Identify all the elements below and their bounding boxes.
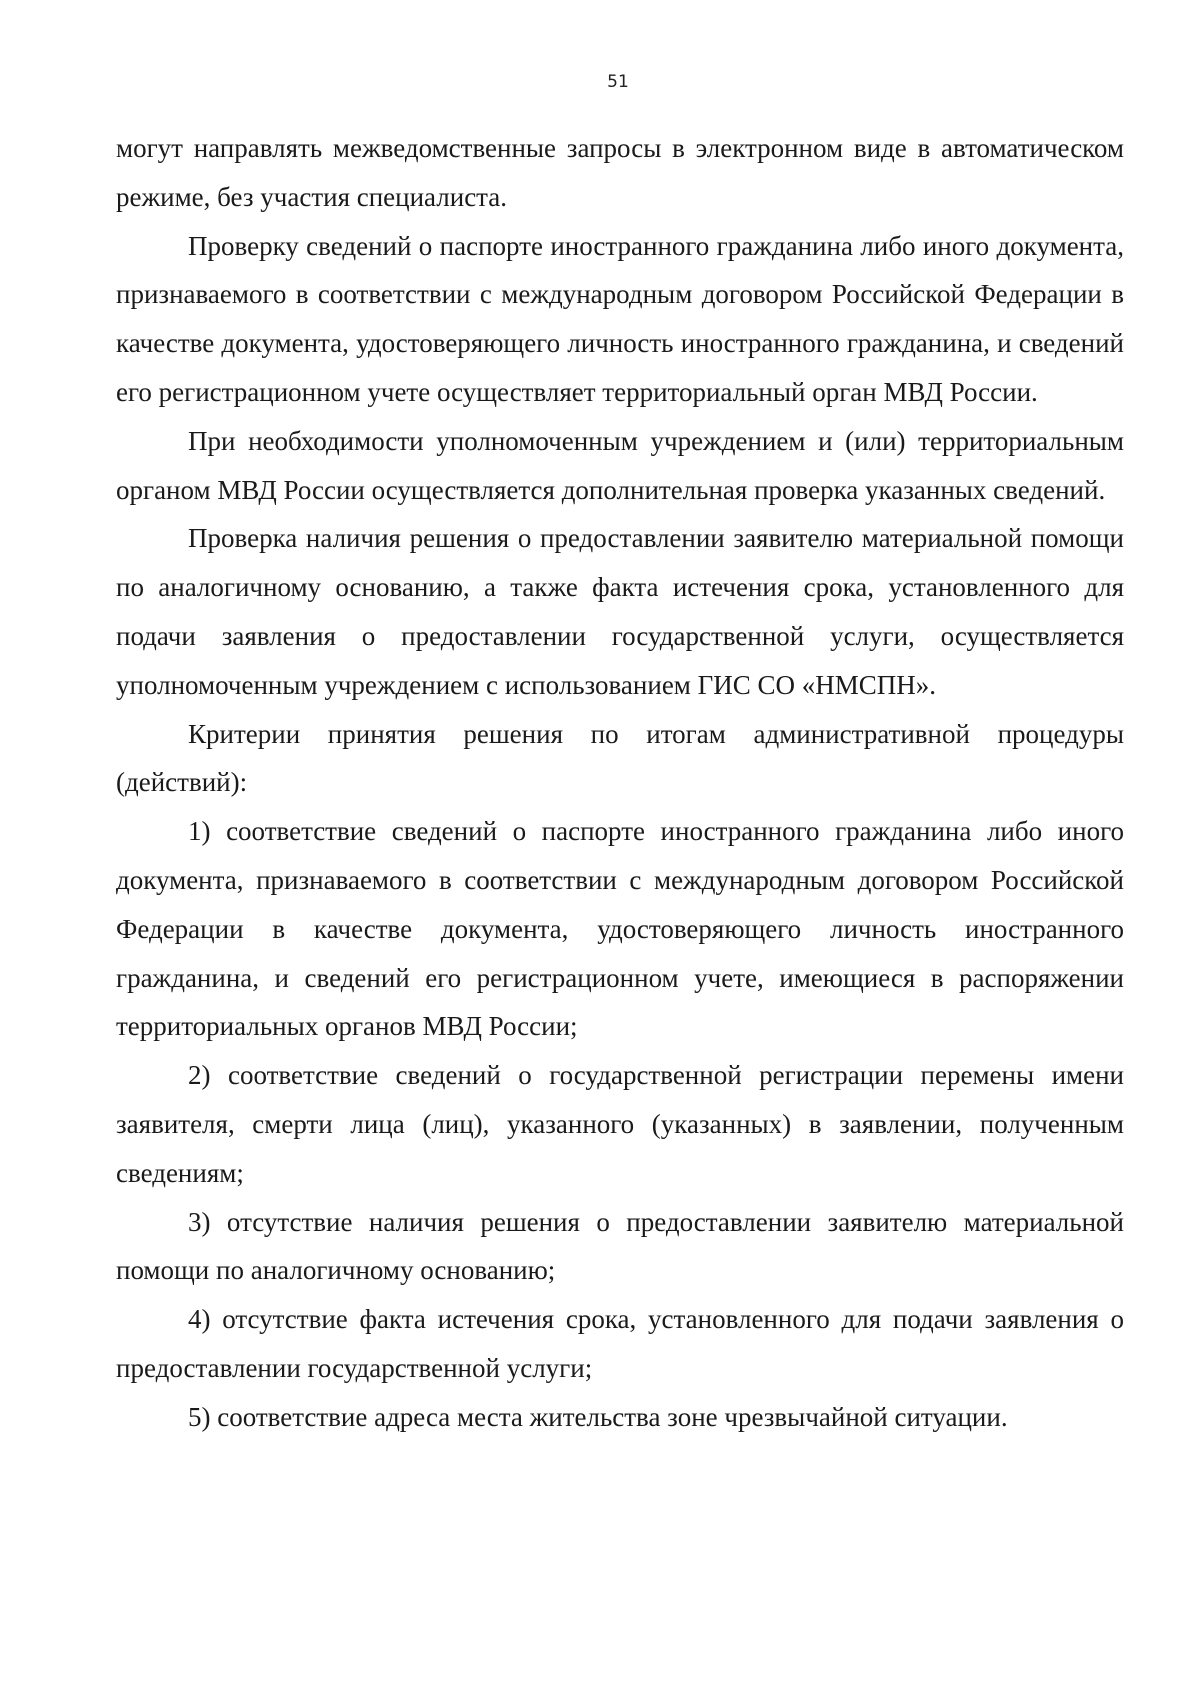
list-item: 4) отсутствие факта истечения срока, установленного для подачи заявления о предоставлении государственной услуги; xyxy=(116,1304,1124,1383)
list-item: 2) соответствие сведений о государственной регистрации перемены имени заявителя, смерти лица (лиц), указанного (указанных) в заявлении, полученным сведениям; xyxy=(116,1060,1124,1188)
paragraph: могут направлять межведомственные запросы в электронном виде в автоматическом режиме, без участия специалиста. xyxy=(116,133,1124,212)
document-body xyxy=(116,124,1124,1442)
list-item: 3) отсутствие наличия решения о предоставлении заявителю материальной помощи по аналогичному основанию; xyxy=(116,1206,1124,1286)
page-number: 51 xyxy=(607,72,629,92)
list-item: 1) соответствие сведений о паспорте иностранного гражданина либо иного документа, признаваемого в соответствии с международным договором Российской Федерации в качестве документа, удостоверяющего личность иностранного гражданина, и сведений его регистрационном учете, имеющиеся в распоряжении территориальных органов МВД России; xyxy=(116,816,1124,1042)
paragraph: При необходимости уполномоченным учреждением и (или) территориальным органом МВД России осуществляется дополнительная проверка указанных сведений. xyxy=(116,425,1124,505)
list-item: 5) соответствие адреса места жительства зоне чрезвычайной ситуации. xyxy=(188,1401,1008,1432)
paragraph: Проверку сведений о паспорте иностранного гражданина либо иного документа, признаваемого в соответствии с международным договором Российской Федерации в качестве документа, удостоверяющего личность иностранного гражданина, и сведений его регистрационном учете осуществляет территориальный орган МВД России. xyxy=(116,230,1124,407)
paragraph: Критерии принятия решения по итогам административной процедуры (действий): xyxy=(116,718,1124,798)
paragraph: Проверка наличия решения о предоставлении заявителю материальной помощи по аналогичному основанию, а также факта истечения срока, установленного для подачи заявления о предоставлении государственной услуги, осуществляется уполномоченным учреждением с использованием ГИС СО «НМСПН». xyxy=(116,523,1124,700)
